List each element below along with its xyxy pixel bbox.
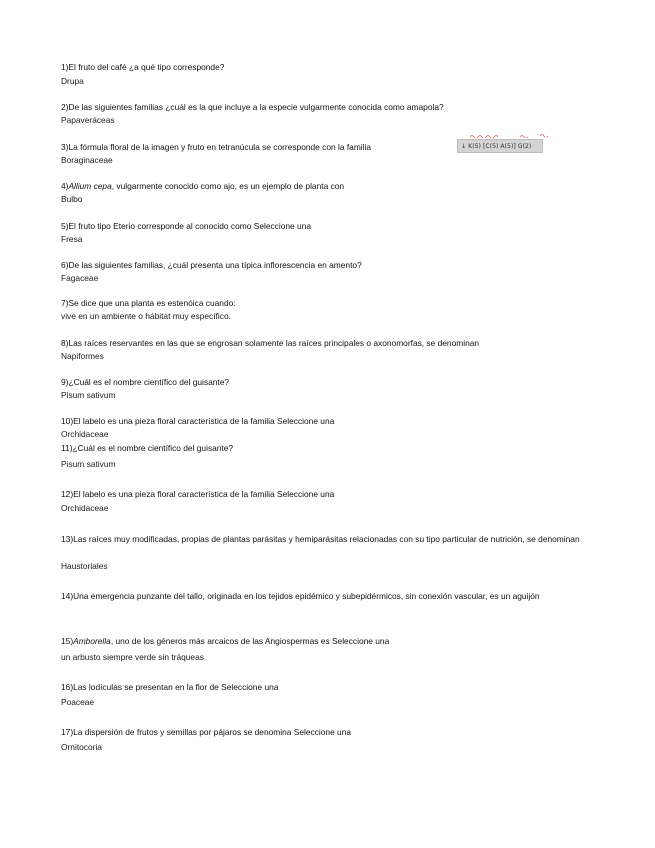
question-5: 5)El fruto tipo Eterio corresponde al conocido como Seleccione una (61, 221, 311, 231)
answer-6: Fagaceae (61, 273, 99, 283)
question-4 (61, 181, 344, 191)
question-13: 13)Las raíces muy modificadas, propias de plantas parásitas y hemiparásitas relacionadas con su tipo particular de nutrición, se denominan (61, 534, 580, 544)
question-4-number: 4) (61, 181, 69, 191)
answer-2: Papaveráceas (61, 115, 115, 125)
answer-1: Drupa (61, 76, 84, 86)
question-11: 11)¿Cuál es el nombre científico del guisante? (61, 443, 234, 453)
answer-8: Napiformes (61, 351, 104, 361)
question-15 (61, 636, 389, 646)
question-4-text: , vulgarmente conocido como ajo, es un ejemplo de planta con (111, 181, 345, 191)
answer-17: Ornitocoria (61, 742, 102, 752)
spellcheck-underline-3 (540, 133, 550, 137)
spellcheck-underline (470, 134, 498, 138)
question-9: 9)¿Cuál es el nombre científico del guisante? (61, 377, 230, 387)
question-2: 2)De las siguientes familias ¿cuál es la que incluye a la especie vulgarmente conocida como amapola? (61, 102, 444, 112)
question-15-number: 15) (61, 636, 74, 646)
question-12: 12)El labelo es una pieza floral característica de la familia Seleccione una (61, 489, 335, 499)
answer-10: Orchidaceae (61, 429, 109, 439)
question-14: 14)Una emergencia punzante del tallo, originada en los tejidos epidémico y subepidérmicos, sin conexión vascular, es un aguijón (61, 591, 540, 601)
question-1: 1)El fruto del café ¿a qué tipo corresponde? (61, 62, 225, 72)
answer-4: Bulbo (61, 194, 83, 204)
answer-3: Boraginaceae (61, 155, 113, 165)
question-15-genus: Amborella (73, 636, 111, 646)
floral-formula-image: ↓ K(5) [C(5) A(5)] G(2) (457, 139, 543, 153)
question-15-text: , uno de los géneros más arcaicos de las Angiospermas es Seleccione una (110, 636, 390, 646)
answer-13: Haustoriales (61, 561, 108, 571)
question-17: 17)La dispersión de frutos y semillas por pájaros se denomina Seleccione una (61, 727, 352, 737)
question-10: 10)El labelo es una pieza floral característica de la familia Seleccione una (61, 416, 335, 426)
answer-12: Orchidaceae (61, 503, 109, 513)
question-3: 3)La fórmula floral de la imagen y fruto en tetranúcula se corresponde con la familia (61, 142, 372, 152)
answer-9: Pisum sativum (61, 390, 116, 400)
question-8: 8)Las raíces reservantes en las que se engrosan solamente las raíces principales o axonomorfas, se denominan (61, 338, 480, 348)
answer-7: vive en un ambiente o hábitat muy específico. (61, 311, 231, 321)
question-4-species: Allium cepa (68, 181, 112, 191)
answer-5: Fresa (61, 234, 83, 244)
answer-16: Poaceae (61, 697, 95, 707)
question-6: 6)De las siguientes familias, ¿cuál presenta una típica inflorescencia en amento? (61, 260, 362, 270)
question-7: 7)Se dice que una planta es estenóica cuando: (61, 298, 236, 308)
question-16: 16)Las lodículas se presentan en la flor de Seleccione una (61, 682, 279, 692)
spellcheck-underline-2 (520, 134, 530, 138)
answer-15: un arbusto siempre verde sin tráqueas (61, 652, 204, 662)
answer-11: Pisum sativum (61, 459, 116, 469)
